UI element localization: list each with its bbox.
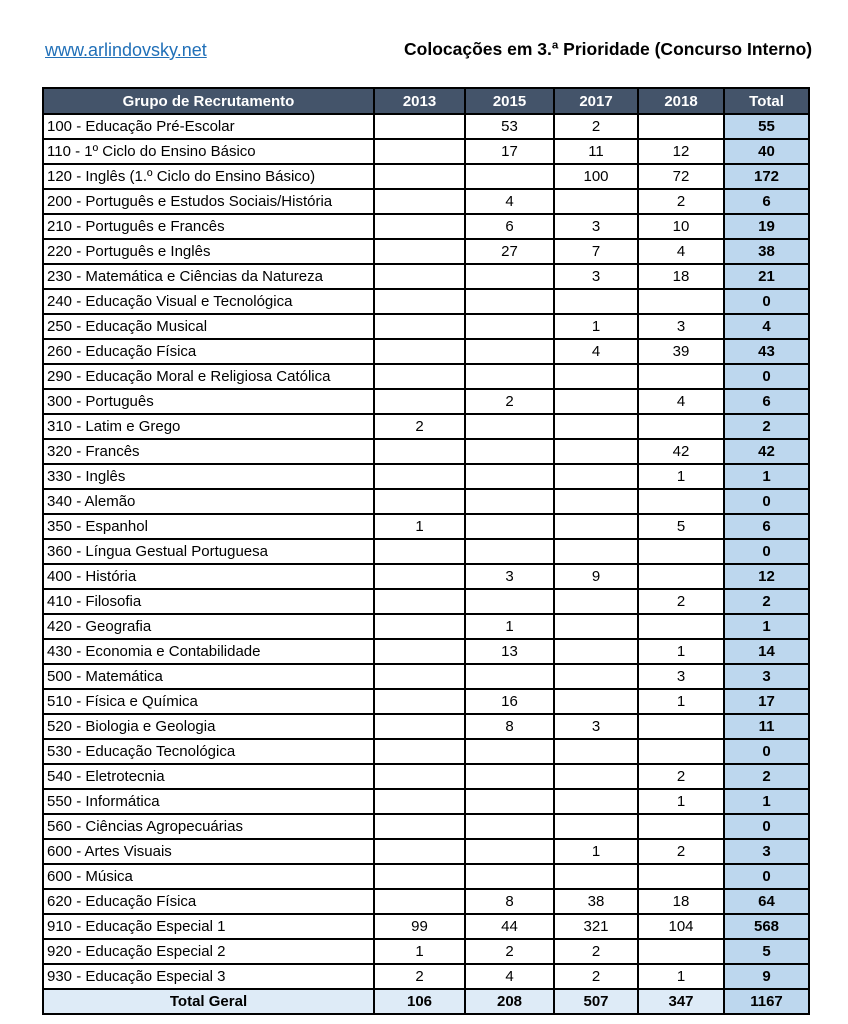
row-value-cell — [638, 414, 724, 439]
row-name-cell: 420 - Geografia — [43, 614, 374, 639]
row-value-cell: 8 — [465, 714, 554, 739]
row-name-cell: 410 - Filosofia — [43, 589, 374, 614]
table-row — [43, 864, 809, 889]
row-name-cell: 510 - Física e Química — [43, 689, 374, 714]
row-value-cell: 10 — [638, 214, 724, 239]
row-value-cell — [638, 564, 724, 589]
row-value-cell — [465, 789, 554, 814]
row-total-cell: 6 — [724, 514, 809, 539]
row-total-cell: 5 — [724, 939, 809, 964]
row-total-cell: 6 — [724, 389, 809, 414]
table-row — [43, 689, 809, 714]
row-value-cell: 2 — [638, 589, 724, 614]
table-row — [43, 639, 809, 664]
row-value-cell: 5 — [638, 514, 724, 539]
table-row — [43, 764, 809, 789]
row-value-cell: 2 — [554, 939, 638, 964]
row-value-cell: 99 — [374, 914, 465, 939]
table-row — [43, 239, 809, 264]
row-value-cell — [465, 739, 554, 764]
row-total-cell: 6 — [724, 189, 809, 214]
row-value-cell — [374, 264, 465, 289]
row-value-cell — [554, 464, 638, 489]
col-header-grupo: Grupo de Recrutamento — [43, 88, 374, 114]
table-row — [43, 714, 809, 739]
row-total-cell: 19 — [724, 214, 809, 239]
row-value-cell: 13 — [465, 639, 554, 664]
row-value-cell — [554, 364, 638, 389]
row-total-cell: 55 — [724, 114, 809, 139]
row-value-cell — [465, 514, 554, 539]
row-value-cell: 1 — [554, 839, 638, 864]
row-value-cell — [374, 364, 465, 389]
row-value-cell — [374, 739, 465, 764]
table-row — [43, 914, 809, 939]
col-header-2013: 2013 — [374, 88, 465, 114]
row-value-cell: 2 — [554, 964, 638, 989]
row-name-cell: 330 - Inglês — [43, 464, 374, 489]
row-total-cell: 14 — [724, 639, 809, 664]
row-value-cell — [374, 439, 465, 464]
row-value-cell: 27 — [465, 239, 554, 264]
row-total-cell: 43 — [724, 339, 809, 364]
row-value-cell — [554, 514, 638, 539]
table-row — [43, 314, 809, 339]
row-value-cell: 44 — [465, 914, 554, 939]
row-value-cell — [465, 864, 554, 889]
row-value-cell: 321 — [554, 914, 638, 939]
row-value-cell: 18 — [638, 264, 724, 289]
total-row-label: Total Geral — [43, 989, 374, 1014]
row-value-cell — [554, 439, 638, 464]
row-value-cell — [374, 539, 465, 564]
row-value-cell: 12 — [638, 139, 724, 164]
table-row — [43, 564, 809, 589]
row-value-cell — [554, 189, 638, 214]
page-title: Colocações em 3.ª Prioridade (Concurso Interno) — [404, 39, 813, 59]
row-name-cell: 540 - Eletrotecnia — [43, 764, 374, 789]
row-value-cell: 17 — [465, 139, 554, 164]
row-value-cell: 16 — [465, 689, 554, 714]
row-value-cell — [374, 339, 465, 364]
row-value-cell — [554, 664, 638, 689]
table-row — [43, 489, 809, 514]
table-header-row — [43, 88, 809, 114]
site-link[interactable]: www.arlindovsky.net — [45, 40, 207, 60]
row-value-cell: 4 — [638, 239, 724, 264]
table-row — [43, 839, 809, 864]
table-row — [43, 739, 809, 764]
row-value-cell — [465, 664, 554, 689]
row-value-cell: 3 — [465, 564, 554, 589]
row-value-cell: 3 — [638, 314, 724, 339]
row-name-cell: 400 - História — [43, 564, 374, 589]
row-value-cell: 208 — [465, 989, 554, 1014]
row-value-cell — [374, 164, 465, 189]
row-name-cell: 910 - Educação Especial 1 — [43, 914, 374, 939]
row-name-cell: 920 - Educação Especial 2 — [43, 939, 374, 964]
row-value-cell — [554, 639, 638, 664]
row-value-cell — [554, 689, 638, 714]
row-value-cell: 507 — [554, 989, 638, 1014]
row-value-cell — [465, 814, 554, 839]
col-header-2018: 2018 — [638, 88, 724, 114]
row-total-cell: 0 — [724, 864, 809, 889]
row-value-cell — [638, 364, 724, 389]
row-value-cell: 42 — [638, 439, 724, 464]
row-value-cell: 2 — [465, 939, 554, 964]
row-value-cell — [638, 539, 724, 564]
row-value-cell — [465, 764, 554, 789]
row-total-cell: 12 — [724, 564, 809, 589]
row-value-cell: 104 — [638, 914, 724, 939]
row-name-cell: 600 - Artes Visuais — [43, 839, 374, 864]
row-name-cell: 530 - Educação Tecnológica — [43, 739, 374, 764]
row-value-cell — [374, 864, 465, 889]
row-value-cell: 9 — [554, 564, 638, 589]
row-value-cell — [465, 489, 554, 514]
table-row — [43, 664, 809, 689]
row-total-cell: 17 — [724, 689, 809, 714]
row-value-cell: 6 — [465, 214, 554, 239]
row-value-cell — [374, 214, 465, 239]
row-total-cell: 3 — [724, 839, 809, 864]
placements-table — [42, 87, 810, 1015]
row-total-cell: 3 — [724, 664, 809, 689]
row-total-cell: 0 — [724, 539, 809, 564]
row-value-cell: 1 — [374, 939, 465, 964]
table-row — [43, 264, 809, 289]
row-value-cell — [374, 839, 465, 864]
row-value-cell — [554, 539, 638, 564]
table-row — [43, 464, 809, 489]
row-name-cell: 260 - Educação Física — [43, 339, 374, 364]
table-row — [43, 514, 809, 539]
row-name-cell: 340 - Alemão — [43, 489, 374, 514]
row-value-cell — [465, 364, 554, 389]
row-value-cell — [465, 589, 554, 614]
row-total-cell: 21 — [724, 264, 809, 289]
table-row — [43, 164, 809, 189]
col-header-2015: 2015 — [465, 88, 554, 114]
row-name-cell: 560 - Ciências Agropecuárias — [43, 814, 374, 839]
row-value-cell — [374, 814, 465, 839]
row-value-cell: 4 — [638, 389, 724, 414]
row-total-cell: 1 — [724, 614, 809, 639]
row-value-cell: 1 — [374, 514, 465, 539]
row-value-cell — [554, 289, 638, 314]
row-value-cell — [638, 864, 724, 889]
row-value-cell: 4 — [465, 964, 554, 989]
row-value-cell: 18 — [638, 889, 724, 914]
row-value-cell: 1 — [465, 614, 554, 639]
row-value-cell — [554, 789, 638, 814]
row-total-cell: 0 — [724, 289, 809, 314]
table-row — [43, 614, 809, 639]
row-total-cell: 1167 — [724, 989, 809, 1014]
row-name-cell: 930 - Educação Especial 3 — [43, 964, 374, 989]
row-total-cell: 4 — [724, 314, 809, 339]
row-name-cell: 290 - Educação Moral e Religiosa Católica — [43, 364, 374, 389]
row-value-cell — [374, 639, 465, 664]
row-value-cell: 2 — [638, 839, 724, 864]
row-value-cell: 1 — [638, 689, 724, 714]
row-value-cell — [638, 489, 724, 514]
row-value-cell — [465, 289, 554, 314]
row-value-cell — [554, 389, 638, 414]
row-name-cell: 100 - Educação Pré-Escolar — [43, 114, 374, 139]
row-value-cell — [465, 164, 554, 189]
row-value-cell — [554, 614, 638, 639]
table-row — [43, 964, 809, 989]
row-total-cell: 1 — [724, 464, 809, 489]
row-value-cell — [638, 114, 724, 139]
table-row — [43, 389, 809, 414]
row-value-cell: 53 — [465, 114, 554, 139]
row-value-cell: 100 — [554, 164, 638, 189]
row-name-cell: 320 - Francês — [43, 439, 374, 464]
row-value-cell — [374, 389, 465, 414]
row-value-cell — [374, 464, 465, 489]
row-name-cell: 600 - Música — [43, 864, 374, 889]
table-row — [43, 214, 809, 239]
row-name-cell: 210 - Português e Francês — [43, 214, 374, 239]
row-value-cell: 72 — [638, 164, 724, 189]
row-value-cell: 2 — [374, 964, 465, 989]
row-total-cell: 2 — [724, 414, 809, 439]
col-header-2017: 2017 — [554, 88, 638, 114]
row-total-cell: 0 — [724, 364, 809, 389]
row-value-cell: 2 — [374, 414, 465, 439]
row-value-cell: 38 — [554, 889, 638, 914]
row-name-cell: 300 - Português — [43, 389, 374, 414]
row-name-cell: 250 - Educação Musical — [43, 314, 374, 339]
table-row — [43, 889, 809, 914]
row-value-cell — [374, 314, 465, 339]
row-value-cell — [374, 489, 465, 514]
row-name-cell: 240 - Educação Visual e Tecnológica — [43, 289, 374, 314]
row-value-cell — [638, 814, 724, 839]
row-value-cell: 2 — [638, 764, 724, 789]
row-total-cell: 64 — [724, 889, 809, 914]
row-value-cell — [465, 339, 554, 364]
row-value-cell: 8 — [465, 889, 554, 914]
row-value-cell — [465, 464, 554, 489]
row-value-cell — [638, 714, 724, 739]
row-value-cell — [374, 714, 465, 739]
row-value-cell: 2 — [638, 189, 724, 214]
row-value-cell: 2 — [554, 114, 638, 139]
table-row — [43, 814, 809, 839]
row-value-cell — [638, 739, 724, 764]
row-total-cell: 1 — [724, 789, 809, 814]
row-total-cell: 11 — [724, 714, 809, 739]
row-total-cell: 568 — [724, 914, 809, 939]
row-value-cell — [374, 139, 465, 164]
row-name-cell: 360 - Língua Gestual Portuguesa — [43, 539, 374, 564]
total-row — [43, 989, 809, 1014]
row-value-cell — [374, 614, 465, 639]
row-value-cell — [465, 839, 554, 864]
table-row — [43, 539, 809, 564]
row-value-cell: 39 — [638, 339, 724, 364]
row-value-cell — [638, 939, 724, 964]
row-value-cell — [374, 289, 465, 314]
row-name-cell: 620 - Educação Física — [43, 889, 374, 914]
row-value-cell — [465, 439, 554, 464]
row-value-cell — [638, 289, 724, 314]
row-value-cell — [374, 664, 465, 689]
row-value-cell: 1 — [638, 964, 724, 989]
row-value-cell — [465, 264, 554, 289]
row-value-cell — [374, 239, 465, 264]
row-value-cell — [374, 889, 465, 914]
row-value-cell: 1 — [638, 639, 724, 664]
row-value-cell — [465, 314, 554, 339]
row-value-cell — [638, 614, 724, 639]
row-name-cell: 520 - Biologia e Geologia — [43, 714, 374, 739]
row-value-cell: 4 — [465, 189, 554, 214]
row-total-cell: 38 — [724, 239, 809, 264]
table-row — [43, 114, 809, 139]
table-row — [43, 139, 809, 164]
row-name-cell: 550 - Informática — [43, 789, 374, 814]
table-row — [43, 939, 809, 964]
row-name-cell: 230 - Matemática e Ciências da Natureza — [43, 264, 374, 289]
row-value-cell — [465, 539, 554, 564]
row-name-cell: 500 - Matemática — [43, 664, 374, 689]
row-value-cell: 3 — [638, 664, 724, 689]
row-value-cell — [374, 764, 465, 789]
row-name-cell: 310 - Latim e Grego — [43, 414, 374, 439]
row-name-cell: 220 - Português e Inglês — [43, 239, 374, 264]
row-total-cell: 40 — [724, 139, 809, 164]
row-name-cell: 200 - Português e Estudos Sociais/História — [43, 189, 374, 214]
col-header-total: Total — [724, 88, 809, 114]
row-total-cell: 0 — [724, 739, 809, 764]
row-value-cell: 3 — [554, 214, 638, 239]
row-value-cell: 1 — [554, 314, 638, 339]
row-value-cell — [374, 114, 465, 139]
row-value-cell — [374, 564, 465, 589]
table-row — [43, 339, 809, 364]
row-value-cell — [554, 814, 638, 839]
row-value-cell — [465, 414, 554, 439]
row-value-cell: 3 — [554, 714, 638, 739]
row-total-cell: 2 — [724, 589, 809, 614]
row-name-cell: 350 - Espanhol — [43, 514, 374, 539]
row-value-cell: 7 — [554, 239, 638, 264]
row-value-cell — [554, 764, 638, 789]
row-name-cell: 120 - Inglês (1.º Ciclo do Ensino Básico) — [43, 164, 374, 189]
row-value-cell — [554, 489, 638, 514]
table-row — [43, 589, 809, 614]
row-value-cell — [374, 589, 465, 614]
row-value-cell: 2 — [465, 389, 554, 414]
row-value-cell — [554, 589, 638, 614]
row-value-cell: 11 — [554, 139, 638, 164]
table-row — [43, 289, 809, 314]
row-total-cell: 42 — [724, 439, 809, 464]
table-body — [43, 114, 809, 1014]
table-row — [43, 439, 809, 464]
row-value-cell: 1 — [638, 464, 724, 489]
row-value-cell: 3 — [554, 264, 638, 289]
row-total-cell: 0 — [724, 489, 809, 514]
row-value-cell — [374, 189, 465, 214]
row-value-cell — [554, 739, 638, 764]
table-row — [43, 414, 809, 439]
table-row — [43, 789, 809, 814]
row-value-cell: 106 — [374, 989, 465, 1014]
row-name-cell: 430 - Economia e Contabilidade — [43, 639, 374, 664]
row-value-cell — [554, 414, 638, 439]
row-value-cell — [374, 789, 465, 814]
row-total-cell: 0 — [724, 814, 809, 839]
row-total-cell: 172 — [724, 164, 809, 189]
table-row — [43, 189, 809, 214]
row-name-cell: 110 - 1º Ciclo do Ensino Básico — [43, 139, 374, 164]
row-value-cell — [374, 689, 465, 714]
row-total-cell: 9 — [724, 964, 809, 989]
row-total-cell: 2 — [724, 764, 809, 789]
row-value-cell: 1 — [638, 789, 724, 814]
row-value-cell: 4 — [554, 339, 638, 364]
row-value-cell: 347 — [638, 989, 724, 1014]
table-row — [43, 364, 809, 389]
row-value-cell — [554, 864, 638, 889]
